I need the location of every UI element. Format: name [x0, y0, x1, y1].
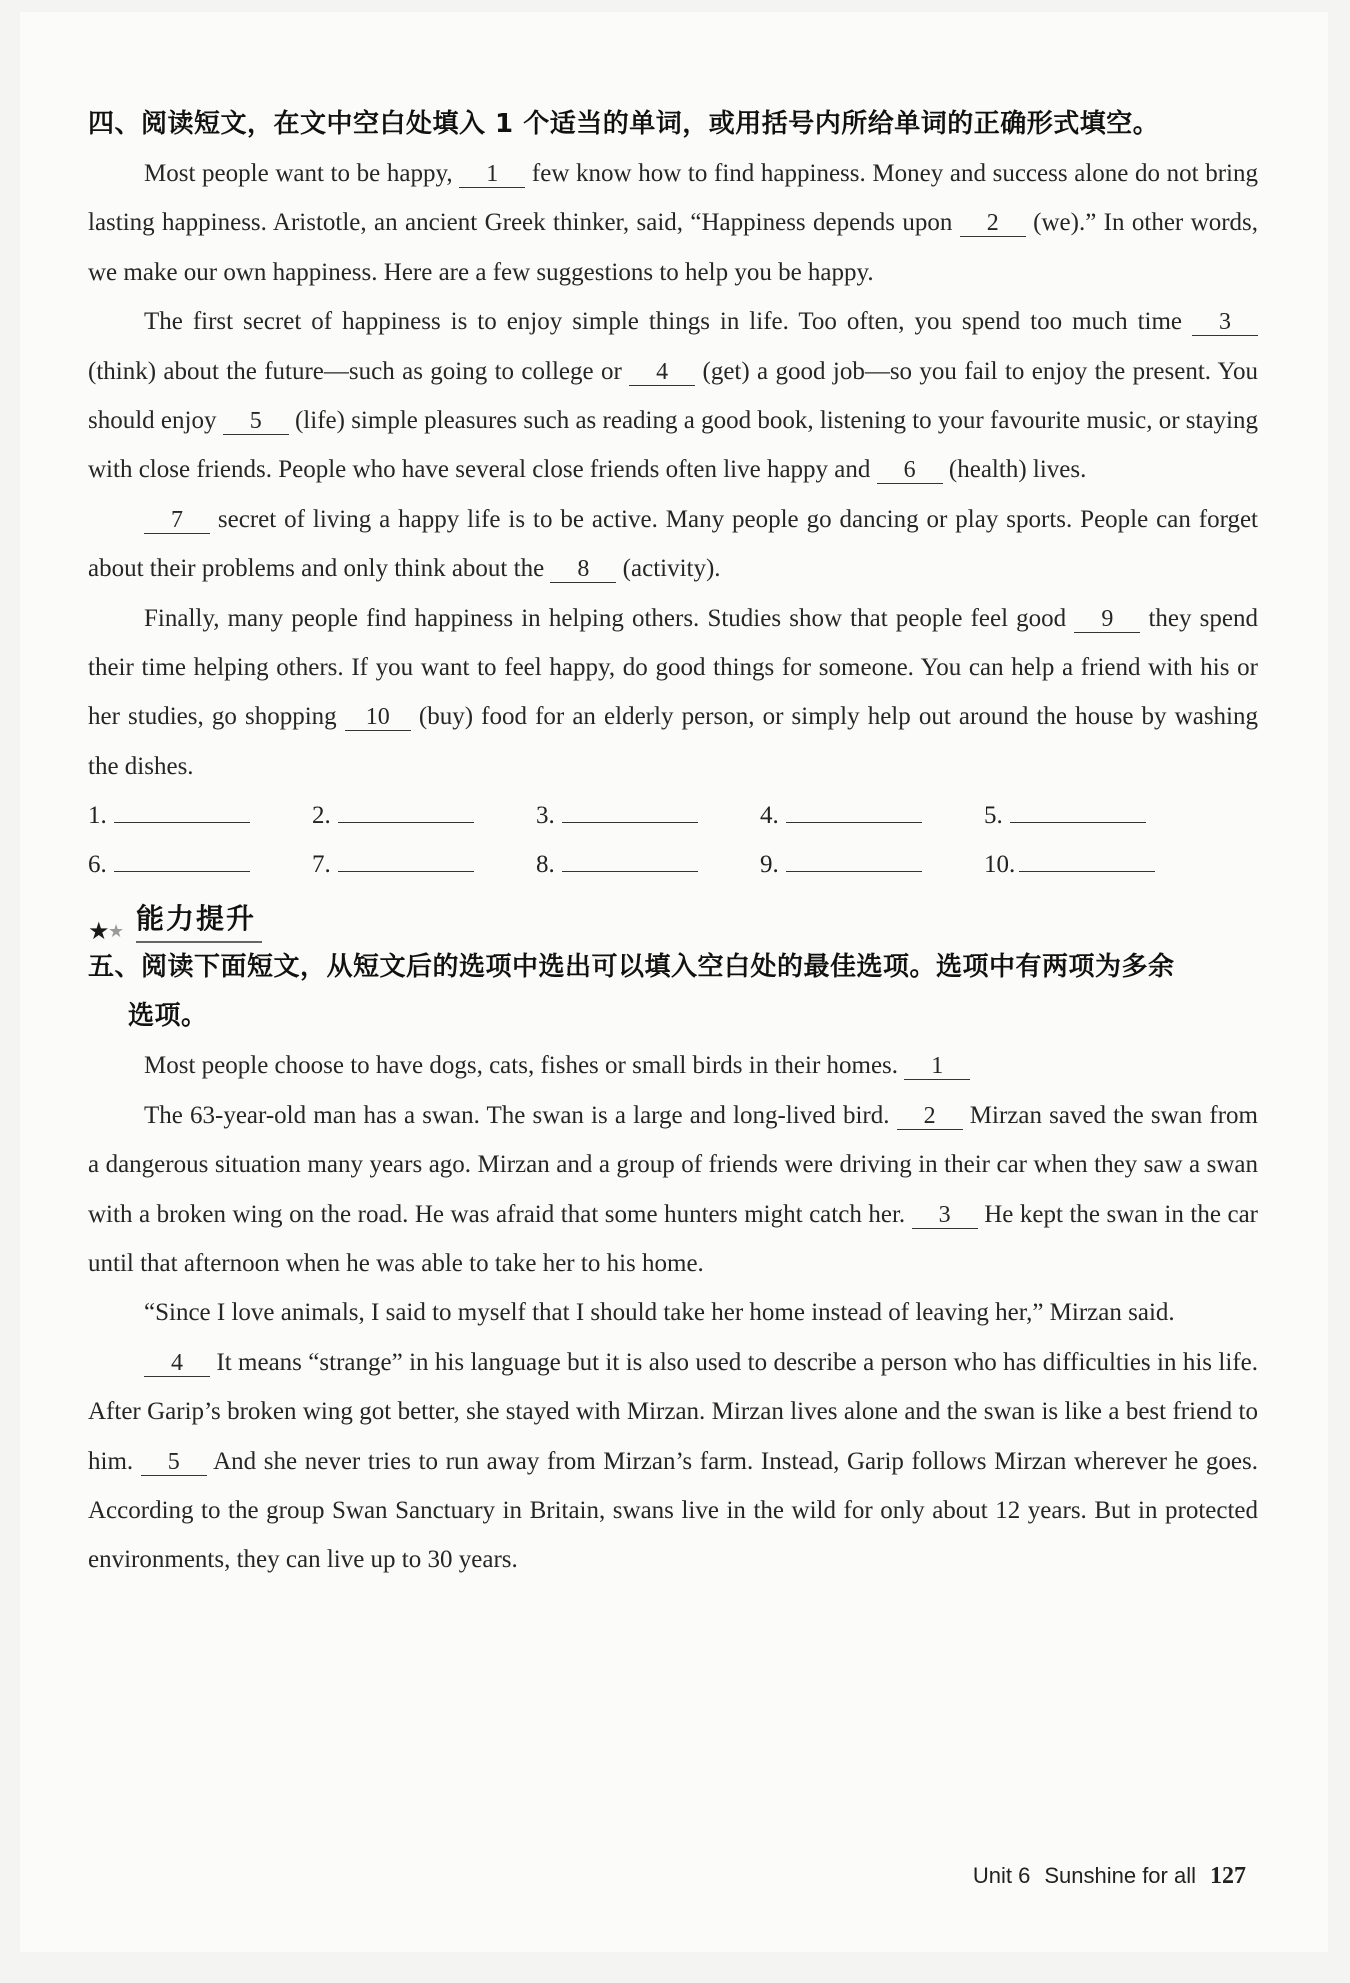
stars-icon: [88, 913, 136, 946]
answer-line[interactable]: [786, 851, 922, 872]
section-5-heading-line1: 五、阅读下面短文，从短文后的选项中选出可以填入空白处的最佳选项。选项中有两项为多余: [88, 952, 1175, 983]
blank-3[interactable]: 3: [1192, 309, 1258, 336]
answer-sheet: [88, 791, 1258, 889]
passage-text: (life) simple pleasures such as reading a good book, listening to your favourite music, or staying with close friends. People who have several close friends often live happy and: [88, 407, 1259, 484]
answer-cell[interactable]: [984, 840, 1208, 889]
answer-line[interactable]: [114, 851, 250, 872]
paragraph: [88, 1288, 1258, 1337]
answer-line[interactable]: [786, 802, 922, 823]
answer-cell[interactable]: [88, 840, 312, 889]
answer-line[interactable]: [562, 802, 698, 823]
passage-text: (buy) food for an elderly person, or simply help out around the house by washing the dishes.: [88, 703, 1258, 780]
blank-6[interactable]: 6: [877, 457, 943, 484]
star-icon: ★: [108, 921, 125, 943]
paragraph: [88, 1091, 1258, 1289]
answer-cell[interactable]: [536, 840, 760, 889]
blank-1[interactable]: 1: [459, 161, 525, 188]
star-icon: ★: [88, 917, 110, 946]
paragraph: [88, 1338, 1258, 1585]
passage-text: (think) about the future—such as going to college or: [88, 357, 630, 385]
passage-text: Most people choose to have dogs, cats, fishes or small birds in their homes.: [144, 1052, 905, 1080]
banner-title: 能力提升: [136, 897, 262, 943]
blank-4[interactable]: 4: [144, 1350, 210, 1377]
passage-text: He kept the swan in the car until that afternoon when he was able to take her to his home.: [88, 1200, 1258, 1277]
passage-text: The first secret of happiness is to enjoy simple things in life. Too often, you spend too much time: [144, 308, 1192, 336]
answer-number: 7.: [312, 851, 331, 879]
answer-cell[interactable]: [984, 791, 1208, 840]
answer-number: 10.: [984, 851, 1016, 879]
answer-number: 9.: [760, 851, 779, 879]
blank-9[interactable]: 9: [1074, 606, 1140, 633]
blank-8[interactable]: 8: [550, 556, 616, 583]
passage-text: And she never tries to run away from Mirzan’s farm. Instead, Garip follows Mirzan wherever he goes. According to the group Swan Sanctuary in Britain, swans live in the wild for only about 12 years. But in protected environments, they can live up to 30 years.: [88, 1447, 1258, 1574]
blank-2[interactable]: 2: [897, 1103, 963, 1130]
answer-number: 6.: [88, 851, 107, 879]
answer-line[interactable]: [562, 851, 698, 872]
section-4-passage: [88, 149, 1258, 791]
answer-line[interactable]: [338, 851, 474, 872]
passage-text: It means “strange” in his language but it is also used to describe a person who has difficulties in his life. After Garip’s broken wing got better, she stayed with Mirzan. Mirzan lives alone and the swan is like a best friend to him.: [88, 1348, 1258, 1475]
blank-7[interactable]: 7: [144, 507, 210, 534]
answer-row: [88, 791, 1258, 840]
answer-row: [88, 840, 1258, 889]
passage-text: (health) lives.: [942, 456, 1087, 484]
passage-text: they spend their time helping others. If you want to feel happy, do good things for someone. You can help a friend with his or her studies, go shopping: [88, 604, 1258, 731]
footer-title: Sunshine for all: [1044, 1863, 1196, 1888]
answer-line[interactable]: [1019, 851, 1155, 872]
answer-number: 4.: [760, 802, 779, 830]
page-footer: [973, 1863, 1246, 1890]
passage-text: secret of living a happy life is to be active. Many people go dancing or play sports. People can forget about their problems and only think about the: [88, 505, 1258, 583]
blank-4[interactable]: 4: [629, 359, 695, 386]
paragraph: [88, 149, 1258, 297]
answer-cell[interactable]: [312, 840, 536, 889]
page-number: 127: [1210, 1863, 1246, 1889]
footer-unit: Unit 6: [972, 1863, 1031, 1888]
paragraph: [88, 1041, 1258, 1090]
passage-text: (activity).: [616, 555, 721, 583]
blank-10[interactable]: 10: [345, 704, 411, 731]
answer-line[interactable]: [114, 802, 250, 823]
answer-number: 1.: [88, 802, 107, 830]
answer-number: 3.: [536, 802, 555, 830]
answer-cell[interactable]: [88, 791, 312, 840]
paragraph: [88, 594, 1258, 792]
blank-5[interactable]: 5: [223, 408, 289, 435]
passage-text: “Since I love animals, I said to myself that I should take her home instead of leaving her,” Mirzan said.: [144, 1299, 1175, 1327]
answer-number: 8.: [536, 851, 555, 879]
passage-text: (get) a good job—so you fail to enjoy the present. You should enjoy: [88, 357, 1259, 435]
paragraph: [88, 495, 1258, 594]
blank-3[interactable]: 3: [912, 1202, 978, 1229]
blank-2[interactable]: 2: [960, 210, 1026, 237]
passage-text: Mirzan saved the swan from a dangerous situation many years ago. Mirzan and a group of friends were driving in their car when they saw a swan with a broken wing on the road. He was afraid that some hunters might catch her.: [88, 1101, 1259, 1228]
section-4-heading: 四、阅读短文，在文中空白处填入 1 个适当的单词，或用括号内所给单词的正确形式填空。: [88, 109, 1160, 139]
answer-cell[interactable]: [760, 840, 984, 889]
section-5-heading-line2: 选项。: [128, 1001, 208, 1032]
workbook-page: [20, 12, 1328, 1952]
answer-cell[interactable]: [760, 791, 984, 840]
answer-line[interactable]: [338, 802, 474, 823]
answer-line[interactable]: [1010, 802, 1146, 823]
passage-text: Most people want to be happy,: [144, 160, 460, 187]
section-5-passage: [88, 1041, 1258, 1584]
answer-number: 5.: [984, 802, 1003, 830]
passage-text: few know how to find happiness. Money and success alone do not bring lasting happiness. Aristotle, an ancient Greek thinker, said, “Happiness depends upon: [88, 160, 1259, 237]
section-5-heading: [88, 943, 1258, 1041]
passage-text: (we).” In other words, we make our own happiness. Here are a few suggestions to help you be happy.: [88, 209, 1259, 286]
answer-number: 2.: [312, 802, 331, 830]
ability-banner: [88, 893, 1258, 946]
passage-text: The 63-year-old man has a swan. The swan is a large and long-lived bird.: [144, 1101, 897, 1129]
paragraph: [88, 297, 1258, 495]
blank-1[interactable]: 1: [904, 1053, 970, 1080]
answer-cell[interactable]: [536, 791, 760, 840]
answer-cell[interactable]: [312, 791, 536, 840]
blank-5[interactable]: 5: [141, 1449, 207, 1476]
passage-text: Finally, many people find happiness in helping others. Studies show that people feel good: [144, 604, 1075, 632]
